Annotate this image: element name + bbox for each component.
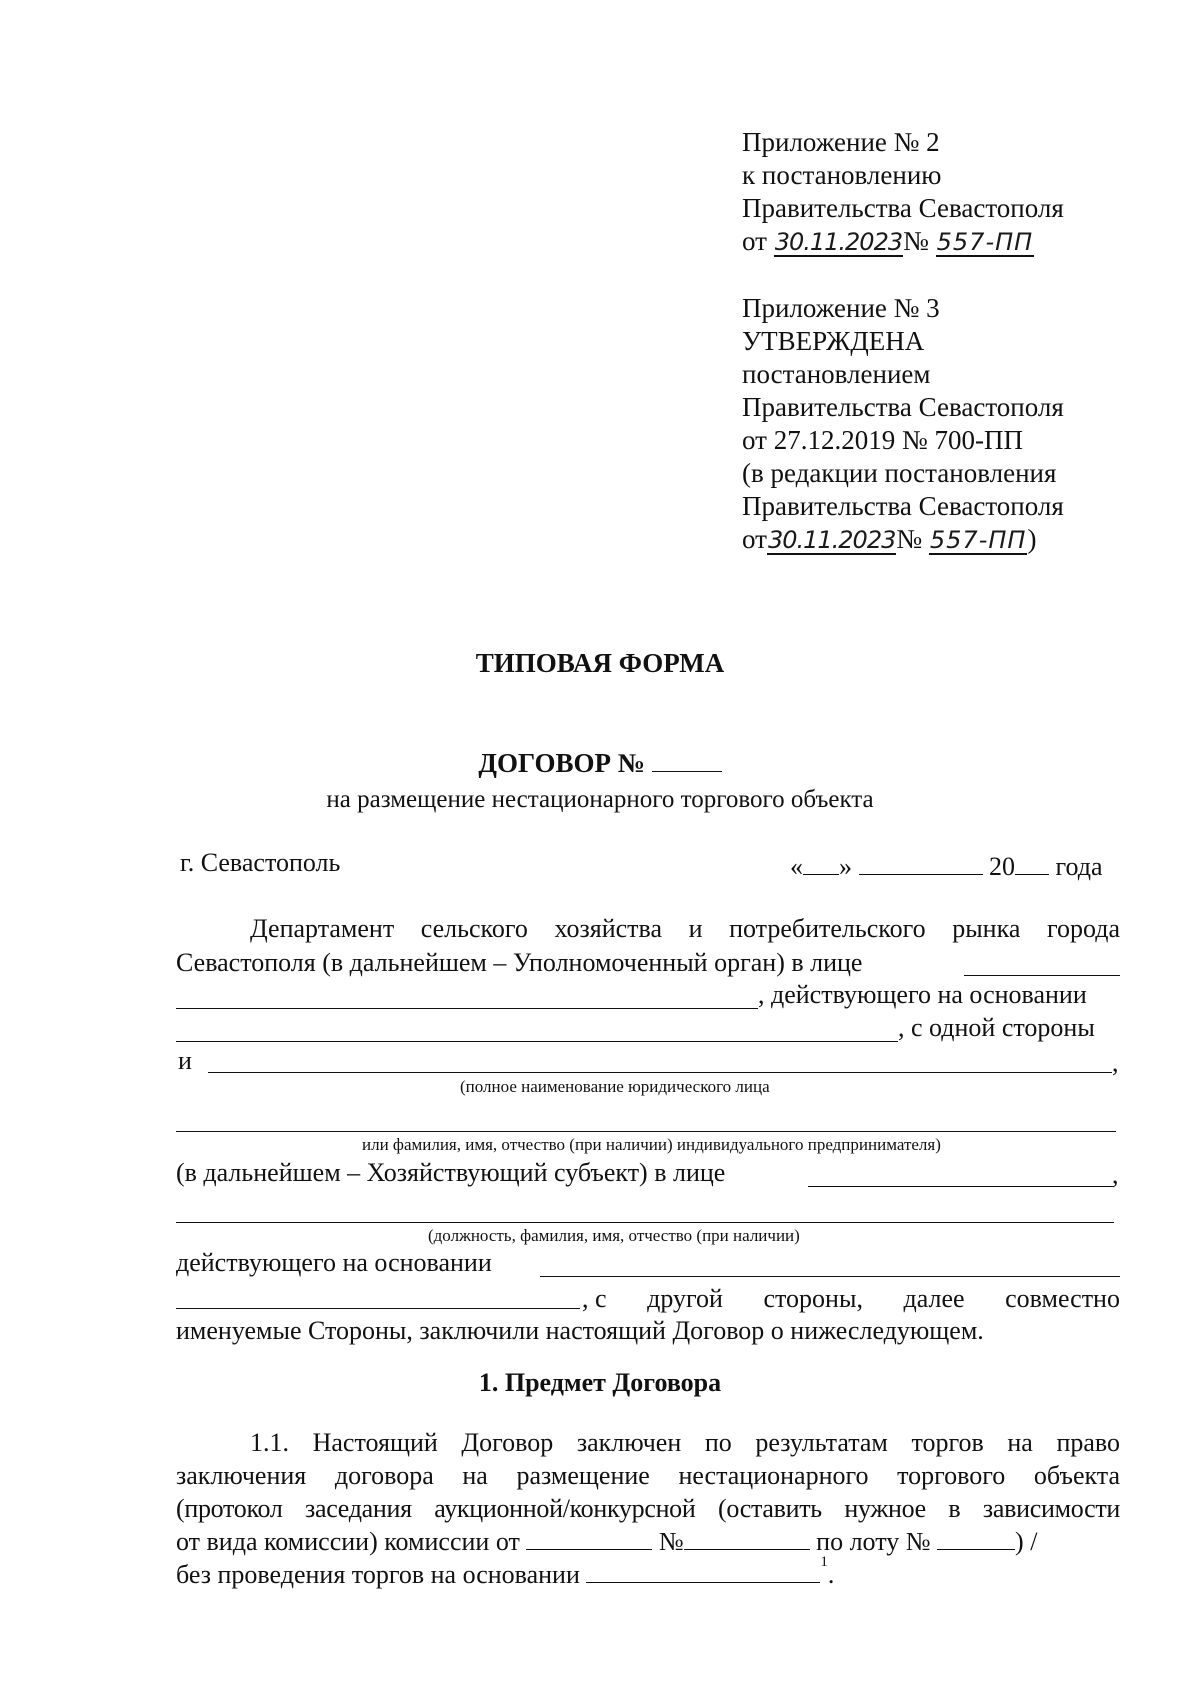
section-1-p1-line1: 1.1. Настоящий Договор заключен по результатам торгов на право — [250, 1428, 1120, 1457]
entity-representative-blank — [808, 1186, 1114, 1187]
contract-title-line — [0, 748, 1200, 779]
entity-representative-comma: , — [1112, 1160, 1119, 1189]
appendix-3-block — [742, 292, 1064, 556]
preamble-line9: именуемые Стороны, заключили настоящий Договор о нижеследующем. — [176, 1316, 984, 1345]
footnote-mark: 1 — [820, 1554, 828, 1570]
year-suffix: года — [1055, 852, 1103, 881]
date-quote-open: « — [790, 852, 803, 881]
preamble-line1: Департамент сельского хозяйства и потребительского рынка города — [250, 914, 1120, 943]
entity-basis-blank-2 — [176, 1308, 580, 1309]
preamble-line5-start: и — [178, 1046, 192, 1075]
section-1-p1-line5: без проведения торгов на основании $^1$. — [176, 1554, 835, 1589]
day-blank — [803, 852, 839, 875]
preamble-line3: , действующего на основании — [758, 980, 1087, 1009]
section-1-heading: 1. Предмет Договора — [478, 1368, 722, 1397]
preamble-line2: Севастополя (в дальнейшем – Уполномоченный орган) в лице — [176, 948, 863, 977]
entrepreneur-name-blank — [176, 1131, 1116, 1132]
authorized-person-blank — [964, 975, 1120, 976]
section-1-p1-line2: заключения договора на размещение нестационарного торгового объекта — [176, 1461, 1120, 1490]
appendix-3-prefix: от — [742, 524, 767, 554]
appendix-3-close: ) — [1027, 524, 1037, 554]
contract-title: ДОГОВОР № — [478, 748, 645, 778]
year-prefix: 20 — [989, 852, 1015, 881]
authorized-person-blank-2 — [176, 1008, 758, 1009]
contract-subtitle: на размещение нестационарного торгового объекта — [326, 786, 874, 813]
appendix-3-line7: Правительства Севастополя — [742, 491, 1064, 521]
appendix-2-number: 557-ПП — [936, 228, 1034, 256]
appendix-2-line2: к постановлению — [742, 160, 942, 190]
entity-name-blank — [208, 1072, 1112, 1073]
appendix-2-no: № — [903, 226, 929, 256]
basis-without-tender-blank — [586, 1560, 820, 1583]
appendix-2-line1: Приложение № 2 — [742, 127, 940, 157]
protocol-date-blank — [526, 1527, 652, 1550]
preamble-line8: , с другой стороны, далее совместно — [582, 1284, 1120, 1313]
appendix-2-block — [742, 126, 1064, 258]
preamble-line7: действующего на основании — [176, 1248, 492, 1277]
section-1-p1-line4: от вида комиссии) комиссии от № по лоту № ) / — [176, 1527, 1038, 1556]
appendix-3-date-line — [742, 523, 1064, 556]
lot-number-blank — [937, 1527, 1015, 1550]
representative-position-blank — [176, 1222, 1114, 1223]
contract-number-blank — [652, 749, 722, 772]
appendix-3-line1: Приложение № 3 — [742, 293, 940, 323]
appendix-3-line5: от 27.12.2019 № 700-ПП — [742, 425, 1023, 455]
entity-basis-blank — [540, 1276, 1120, 1277]
appendix-3-line3: постановлением — [742, 359, 931, 389]
caption-entrepreneur-name: или фамилия, имя, отчество (при наличии) индивидуального предпринимателя) — [362, 1135, 941, 1154]
appendix-3-date: 30.11.2023 — [767, 526, 896, 554]
contract-city: г. Севастополь — [180, 848, 341, 877]
appendix-2-line3: Правительства Севастополя — [742, 193, 1064, 223]
appendix-3-no: № — [896, 524, 923, 554]
appendix-3-line2: УТВЕРЖДЕНА — [742, 326, 925, 356]
year-blank — [1015, 852, 1049, 875]
contract-date-line — [790, 852, 1103, 882]
appendix-3-line4: Правительства Севастополя — [742, 392, 1064, 422]
caption-representative: (должность, фамилия, имя, отчество (при наличии) — [428, 1226, 800, 1245]
entity-name-comma: , — [1112, 1048, 1119, 1077]
appendix-2-prefix: от — [742, 226, 767, 256]
appendix-2-date: 30.11.2023 — [774, 228, 903, 256]
appendix-2-date-line — [742, 225, 1064, 258]
caption-entity-name: (полное наименование юридического лица — [460, 1077, 770, 1096]
appendix-3-number: 557-ПП — [929, 526, 1027, 554]
month-blank — [859, 852, 983, 875]
appendix-3-line6: (в редакции постановления — [742, 458, 1057, 488]
protocol-number-blank — [684, 1527, 810, 1550]
section-1-p1-line3: (протокол заседания аукционной/конкурсной (оставить нужное в зависимости — [176, 1494, 1120, 1523]
form-title: ТИПОВАЯ ФОРМА — [475, 648, 725, 678]
authority-basis-blank — [176, 1041, 898, 1042]
date-quote-close: » — [839, 852, 852, 881]
preamble-line4: , с одной стороны — [898, 1013, 1095, 1042]
preamble-line6: (в дальнейшем – Хозяйствующий субъект) в лице — [176, 1158, 726, 1187]
